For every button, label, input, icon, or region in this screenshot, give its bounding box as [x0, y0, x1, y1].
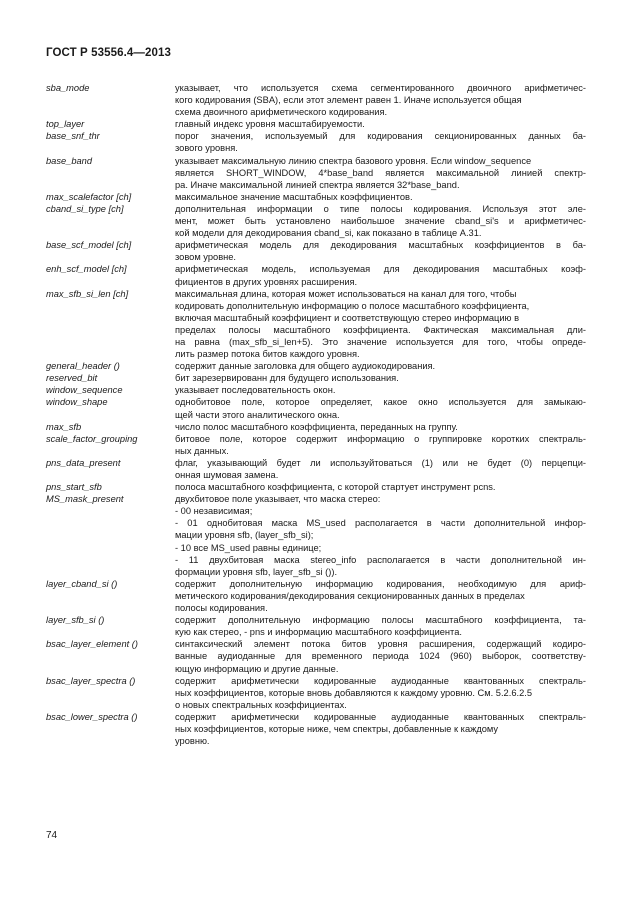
description-line: пределах полосы масштабного коэффициента. Фактическая максимальная дли- [175, 324, 586, 335]
definition-description [175, 360, 586, 372]
definition-description [175, 288, 586, 361]
definitions-list [46, 82, 586, 747]
document-header: ГОСТ Р 53556.4—2013 [46, 47, 171, 59]
description-line: схема двоичного арифметического кодирования. [175, 107, 388, 118]
definition-row [46, 191, 586, 203]
description-line: содержит арифметически кодированные аудиоданные квантованных спектраль- [175, 711, 586, 722]
description-line: на равна (max_sfb_si_len+5). Это значение используется для того, чтобы опреде- [175, 336, 586, 347]
description-line: порог значения, используемый для кодирования секционированных данных ба- [175, 131, 586, 142]
definition-row [46, 675, 586, 711]
definition-row [46, 372, 586, 384]
description-line: бит зарезервированн для будущего использования. [175, 373, 399, 384]
definition-description [175, 493, 586, 578]
description-line: ра. Иначе максимальной линией спектра является 32*base_band. [175, 179, 460, 190]
description-line: однобитовое поле, которое определяет, какое окно используется для замыкаю- [175, 397, 586, 408]
description-line: ющую информацию и другие данные. [175, 663, 339, 674]
description-line: ных данных. [175, 445, 229, 456]
definition-description [175, 396, 586, 420]
description-line: главный индекс уровня масштабируемости. [175, 119, 365, 130]
definition-row [46, 433, 586, 457]
definition-term: window_shape [46, 397, 108, 408]
definition-term: bsac_layer_spectra () [46, 675, 136, 686]
definition-row [46, 155, 586, 191]
definition-row [46, 384, 586, 396]
description-line: содержит дополнительную информацию кодирования, необходимую для ариф- [175, 578, 586, 589]
definition-description [175, 384, 586, 396]
description-line: указывает последовательность окон. [175, 385, 336, 396]
description-line: кой модели для декодирования cband_si, как показано в таблице А.31. [175, 228, 482, 239]
description-line: кого кодирования (SBA), если этот элемент равен 1. Иначе используется общая [175, 95, 522, 106]
definition-term: enh_scf_model [ch] [46, 264, 127, 275]
page-number: 74 [46, 830, 58, 841]
definition-term: base_band [46, 155, 93, 166]
description-line: - 11 двухбитовая маска stereo_info располагается в части дополнительной ин- [175, 554, 586, 565]
description-line: - 10 все MS_used равны единице; [175, 542, 322, 553]
description-line: зового уровня. [175, 143, 238, 154]
definition-description [175, 263, 586, 287]
definition-term: MS_mask_present [46, 494, 124, 505]
definition-row [46, 203, 586, 239]
definition-description [175, 118, 586, 130]
description-line: указывает, что используется схема сегментированного двоичного арифметичес- [175, 83, 586, 93]
description-line: ных коэффициентов, которые вновь добавляются к каждому уровню. См. 5.2.6.2.5 [175, 687, 532, 698]
description-line: содержит арифметически кодированные аудиоданные квантованных спектраль- [175, 675, 586, 686]
definition-description [175, 675, 586, 711]
definition-row [46, 457, 586, 481]
description-line: полоса масштабного коэффициента, с которой стартует инструмент pcns. [175, 482, 496, 493]
description-line: арифметическая модель для декодирования масштабных коэффициентов в ба- [175, 240, 586, 251]
definition-term: max_sfb [46, 421, 82, 432]
description-line: метического кодирования/декодирования секционированных данных в пределах [175, 590, 525, 601]
description-line: лить размер потока битов каждого уровня. [175, 349, 360, 360]
description-line: включая масштабный коэффициент и соответствующую стерео информацию в [175, 312, 520, 323]
definition-row [46, 360, 586, 372]
definition-description [175, 130, 586, 154]
description-line: уровню. [175, 736, 210, 747]
definition-term: reserved_bit [46, 373, 98, 384]
description-line: двухбитовое поле указывает, что маска стерео: [175, 494, 381, 505]
description-line: указывает максимальную линию спектра базового уровня. Если window_sequence [175, 155, 532, 166]
description-line: содержит дополнительную информацию полосы масштабного коэффициента, та- [175, 615, 586, 626]
definition-term: bsac_layer_element () [46, 639, 138, 650]
definition-description [175, 578, 586, 614]
description-line: - 00 независимая; [175, 506, 253, 517]
description-line: максимальная длина, которая может использоваться на канал для того, чтобы [175, 288, 517, 299]
description-line: формации уровня sfb, layer_sfb_si ()). [175, 566, 338, 577]
definition-description [175, 82, 586, 118]
definition-term: base_scf_model [ch] [46, 240, 132, 251]
description-line: максимальное значение масштабных коэффициентов. [175, 191, 413, 202]
definition-row [46, 481, 586, 493]
description-line: фициентов в других уровнях расширения. [175, 276, 358, 287]
definition-term: sba_mode [46, 83, 90, 93]
description-line: число полос масштабного коэффициента, переданных на группу. [175, 421, 458, 432]
definition-description [175, 433, 586, 457]
description-line: о новых спектральных коэффициентах. [175, 699, 347, 710]
definition-term: layer_cband_si () [46, 578, 118, 589]
description-line: мации уровня sfb, (layer_sfb_si); [175, 530, 314, 541]
description-line: мент, может быть установлено наибольшое значение cband_si's и арифметичес- [175, 216, 586, 227]
definition-term: top_layer [46, 119, 85, 130]
definition-description [175, 155, 586, 191]
definition-row [46, 82, 586, 118]
definition-row [46, 263, 586, 287]
definition-description [175, 239, 586, 263]
definition-term: max_sfb_si_len [ch] [46, 288, 129, 299]
definition-term: window_sequence [46, 385, 123, 396]
definition-description [175, 372, 586, 384]
definition-term: general_header () [46, 361, 120, 372]
definition-row [46, 711, 586, 747]
description-line: арифметическая модель, используемая для декодирования масштабных коэф- [175, 264, 586, 275]
description-line: полосы кодирования. [175, 603, 268, 614]
definition-row [46, 396, 586, 420]
definition-row [46, 614, 586, 638]
description-line: онная шумовая замена. [175, 470, 279, 480]
definition-row [46, 421, 586, 433]
definition-row [46, 493, 586, 578]
definition-term: pns_start_sfb [46, 482, 102, 493]
definition-term: base_snf_thr [46, 131, 100, 142]
definition-description [175, 711, 586, 747]
definition-row [46, 118, 586, 130]
description-line: - 01 однобитовая маска MS_used располагается в части дополнительной инфор- [175, 518, 586, 529]
description-line: синтаксический элемент потока битов уровня расширения, содержащий кодиро- [175, 639, 586, 650]
description-line: кую как стерео, - pns и информацию масштабного коэффициента. [175, 627, 462, 638]
description-line: зовом уровне. [175, 252, 237, 263]
definition-description [175, 457, 586, 481]
description-line: кодировать дополнительную информацию о полосе масштабного коэффициента, [175, 300, 530, 311]
definition-term: pns_data_present [46, 457, 121, 468]
description-line: флаг, указывающий будет ли используйтоваться (1) или не будет (0) перцепци- [175, 457, 586, 468]
definition-description [175, 421, 586, 433]
definition-term: bsac_lower_spectra () [46, 711, 138, 722]
definition-row [46, 239, 586, 263]
definition-term: max_scalefactor [ch] [46, 191, 132, 202]
definition-description [175, 638, 586, 674]
description-line: ванные аудиоданные для временного периода 1024 (960) выборок, соответству- [175, 651, 586, 662]
definition-description [175, 614, 586, 638]
definition-row [46, 288, 586, 361]
definition-term: layer_sfb_si () [46, 615, 105, 626]
description-line: битовое поле, которое содержит информацию о группировке коротких спектраль- [175, 433, 586, 444]
definition-term: scale_factor_grouping [46, 433, 138, 444]
description-line: щей части этого аналитического окна. [175, 409, 340, 420]
definition-term: cband_si_type [ch] [46, 203, 124, 214]
definition-description [175, 481, 586, 493]
definition-description [175, 203, 586, 239]
description-line: является SHORT_WINDOW, 4*base_band является максимальной линией спектр- [175, 167, 586, 178]
description-line: содержит данные заголовка для общего аудиокодирования. [175, 361, 436, 372]
definition-row [46, 638, 586, 674]
definition-description [175, 191, 586, 203]
description-line: дополнительная информации о типе полосы кодирования. Используя этот эле- [175, 203, 586, 214]
description-line: ных коэффициентов, которые ниже, чем спектры, добавленные к каждому [175, 723, 499, 734]
definition-row [46, 130, 586, 154]
definition-row [46, 578, 586, 614]
